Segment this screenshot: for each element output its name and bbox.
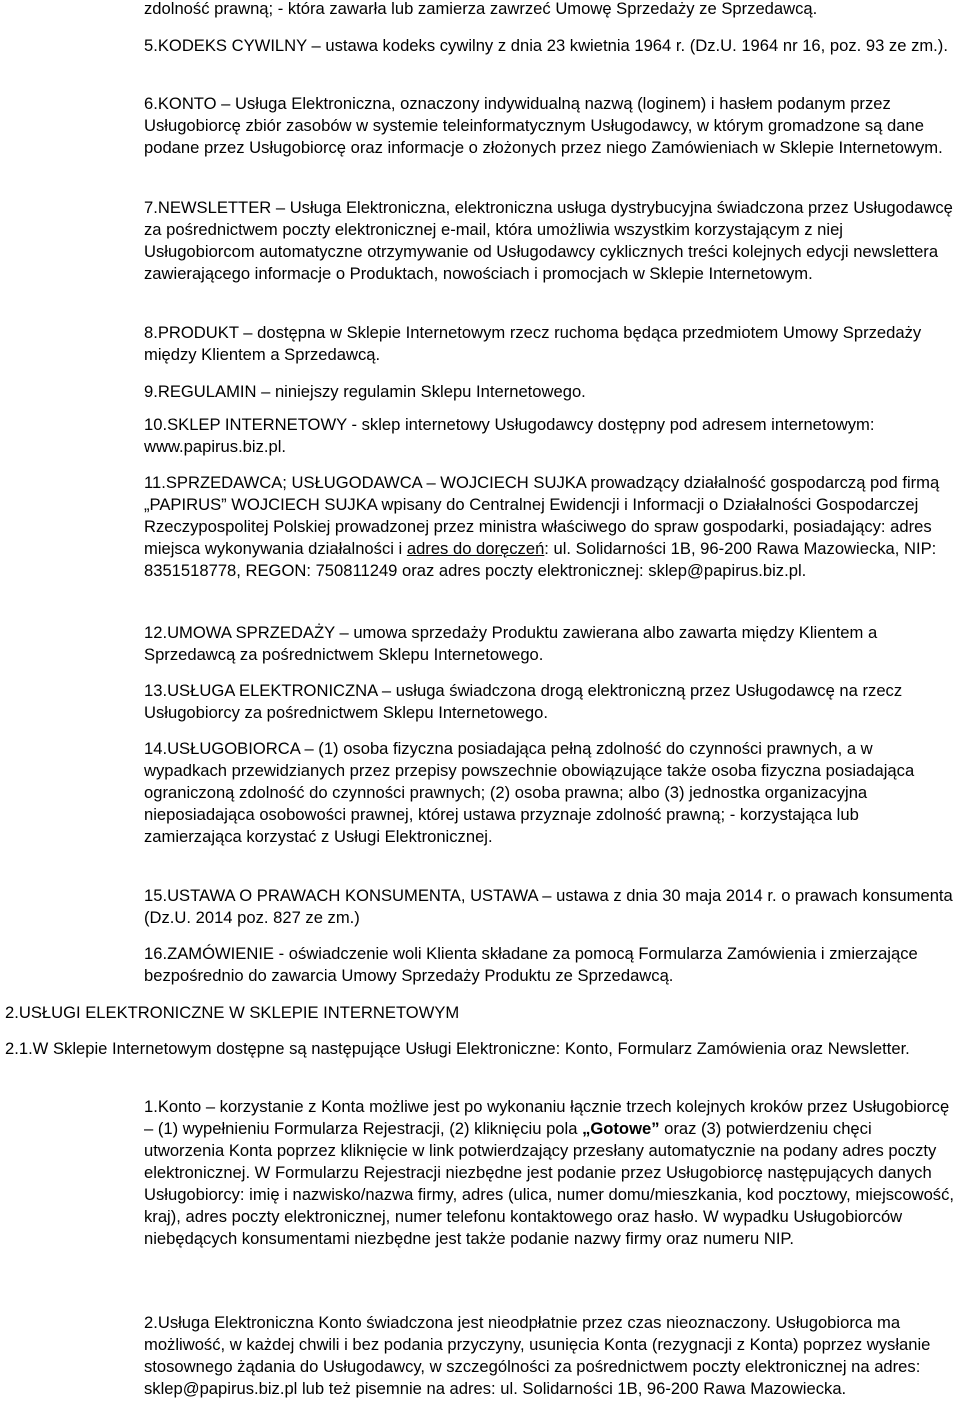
definition-sklep-internetowy: 10.SKLEP INTERNETOWY - sklep internetowy Usługodawcy dostępny pod adresem internetowym: www.papirus.biz.pl.	[144, 415, 875, 456]
definition-uslugobiorca: 14.USŁUGOBIORCA – (1) osoba fizyczna posiadająca pełną zdolność do czynności prawnych, a w wypadkach przewidzianych przez przepisy powszechnie obowiązujące także osoba fizyczna posiadająca ograniczoną zdolność do czynności prawnych; (2) osoba prawna; albo (3) jednostka organizacyjna nieposiadająca osobowości prawnej, której ustawa przyznaje zdolność prawną; - korzystająca lub zamierzająca korzystać z Usługi Elektronicznej.	[144, 739, 915, 846]
section-heading: 2.USŁUGI ELEKTRONICZNE W SKLEPIE INTERNETOWYM	[5, 1003, 460, 1022]
definition-zamowienie: 16.ZAMÓWIENIE - oświadczenie woli Klienta składane za pomocą Formularza Zamówienia i zmierzające bezpośrednio do zawarcia Umowy Sprzedaży Produktu ze Sprzedawcą.	[144, 944, 918, 985]
definition-usluga-elektroniczna: 13.USŁUGA ELEKTRONICZNA – usługa świadczona drogą elektroniczną przez Usługodawcę na rzecz Usługobiorcy za pośrednictwem Sklepu Internetowego.	[144, 681, 903, 722]
definition-newsletter: 7.NEWSLETTER – Usługa Elektroniczna, elektroniczna usługa dystrybucyjna świadczona przez Usługodawcę za pośrednictwem poczty elektronicznej e-mail, która umożliwia wszystkim korzystającym z niej Usługobiorcom automatyczne otrzymywanie od Usługodawcy cyklicznych treści kolejnych edycji newslettera zawierającego informacje o Produktach, nowościach i promocjach w Sklepie Internetowym.	[144, 198, 953, 283]
konto-removal-paragraph: 2.Usługa Elektroniczna Konto świadczona jest nieodpłatnie przez czas nieoznaczony. Usługobiorca ma możliwość, w każdej chwili i bez podania przyczyny, usunięcia Konta (rezygnacji z Konta) poprzez wysłanie stosownego żądania do Usługodawcy, w szczególności za pośrednictwem poczty elektronicznej na adres: sklep@papirus.biz.pl lub też pisemnie na adres: ul. Solidarności 1B, 96-200 Rawa Mazowiecka.	[144, 1313, 931, 1398]
definition-kodeks-cywilny: 5.KODEKS CYWILNY – ustawa kodeks cywilny z dnia 23 kwietnia 1964 r. (Dz.U. 1964 nr 16, poz. 93 ze zm.).	[144, 36, 948, 55]
sprzedawca-text-after: : ul. Solidarności 1B, 96-200 Rawa Mazowiecka, NIP: 8351518778, REGON: 750811249 oraz adres poczty elektronicznej: sklep@papirus.biz.pl.	[144, 539, 937, 580]
sprzedawca-text-before: 11.SPRZEDAWCA; USŁUGODAWCA – WOJCIECH SUJKA prowadzący działalność gospodarczą pod firmą „PAPIRUS” WOJCIECH SUJKA wpisany do Centralnej Ewidencji i Informacji o Działalności Gospodarczej Rzeczypospolitej Polskiej prowadzonej przez ministra właściwego do spraw gospodarki, posiadający: adres miejsca wykonywania działalności i	[144, 473, 940, 558]
paragraph-2-1: 2.1.W Sklepie Internetowym dostępne są następujące Usługi Elektroniczne: Konto, Formularz Zamówienia oraz Newsletter.	[5, 1039, 910, 1058]
continued-text: zdolność prawną; - która zawarła lub zamierza zawrzeć Umowę Sprzedaży ze Sprzedawcą.	[144, 0, 818, 18]
definition-produkt: 8.PRODUKT – dostępna w Sklepie Internetowym rzecz ruchoma będąca przedmiotem Umowy Sprzedaży między Klientem a Sprzedawcą.	[144, 323, 922, 364]
definition-ustawa-o-prawach-konsumenta: 15.USTAWA O PRAWACH KONSUMENTA, USTAWA – ustawa z dnia 30 maja 2014 r. o prawach konsumenta (Dz.U. 2014 poz. 827 ze zm.)	[144, 886, 953, 927]
definition-konto: 6.KONTO – Usługa Elektroniczna, oznaczony indywidualną nazwą (loginem) i hasłem podanym przez Usługobiorcę zbiór zasobów w systemie teleinformatycznym Usługodawcy, w którym gromadzone są dane podane przez Usługobiorcę oraz informacje o złożonych przez niego Zamówieniach w Sklepie Internetowym.	[144, 94, 943, 157]
definition-umowa-sprzedazy: 12.UMOWA SPRZEDAŻY – umowa sprzedaży Produktu zawierana albo zawarta między Klientem a Sprzedawcą za pośrednictwem Sklepu Internetowego.	[144, 623, 878, 664]
konto-gotowe-label: „Gotowe”	[582, 1119, 660, 1138]
address-for-service-link[interactable]: adres do doręczeń	[406, 539, 545, 558]
definition-regulamin: 9.REGULAMIN – niniejszy regulamin Sklepu Internetowego.	[144, 382, 586, 401]
konto-paragraph	[144, 1096, 956, 1250]
konto-text-before: 1.Konto – korzystanie z Konta możliwe jest po wykonaniu łącznie trzech kolejnych kroków przez Usługobiorcę – (1) wypełnieniu Formularza Rejestracji, (2) kliknięciu pola	[144, 1097, 950, 1138]
definition-sprzedawca	[144, 472, 956, 582]
konto-text-after: oraz (3) potwierdzeniu chęci utworzenia Konta poprzez kliknięcie w link potwierdzający przesłany automatycznie na podany adres poczty elektronicznej. W Formularzu Rejestracji niezbędne jest podanie przez Usługobiorcę następujących danych Usługobiorcy: imię i nazwisko/nazwa firmy, adres (ulica, numer domu/mieszkania, kod pocztowy, miejscowość, kraj), adres poczty elektronicznej, numer telefonu kontaktowego oraz hasło. W wypadku Usługobiorców niebędących konsumentami niezbędne jest także podanie nazwy firmy oraz numeru NIP.	[144, 1119, 954, 1248]
